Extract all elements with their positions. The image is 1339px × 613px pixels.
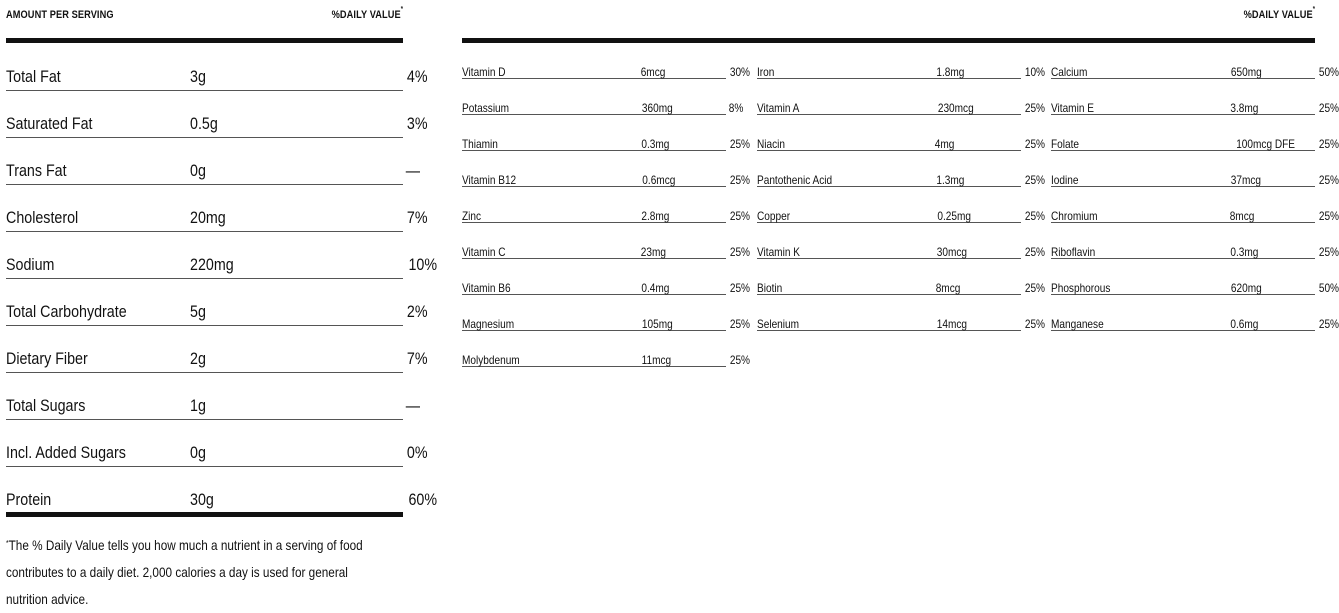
vitamin-row: Phosphorous 620mg 50% xyxy=(1051,259,1315,295)
vitamin-row: Thiamin 0.3mg 25% xyxy=(462,115,726,151)
daily-value-header: %DAILY VALUE* xyxy=(1243,6,1315,21)
vitamin-row: Vitamin B12 0.6mcg 25% xyxy=(462,151,726,187)
vitamin-row: Potassium 360mg 8% xyxy=(462,79,726,115)
vitamin-row: Niacin 4mg 25% xyxy=(757,115,1021,151)
vitamin-row: Vitamin E 3.8mg 25% xyxy=(1051,79,1315,115)
vitamin-row: Folate 100mcg DFE 25% xyxy=(1051,115,1315,151)
footnote-line: *The % Daily Value tells you how much a nutrient in a serving of food xyxy=(6,537,363,553)
vitamin-row: Magnesium 105mg 25% xyxy=(462,295,726,331)
footnote-line: nutrition advice. xyxy=(6,591,89,607)
footnote-line: contributes to a daily diet. 2,000 calories a day is used for general xyxy=(6,564,348,580)
vitamin-column xyxy=(757,43,1046,331)
nutrient-row: Total Fat 3g 4% xyxy=(6,43,403,91)
nutrient-row: Total Sugars 1g — xyxy=(6,372,403,420)
nutrient-row: Dietary Fiber 2g 7% xyxy=(6,325,403,373)
nutrient-row: Incl. Added Sugars 0g 0% xyxy=(6,419,403,467)
vitamin-column xyxy=(1051,43,1339,331)
vitamin-row: Iodine 37mcg 25% xyxy=(1051,151,1315,187)
nutrient-row: Protein 30g 60% xyxy=(6,490,438,509)
nutrient-row: Sodium 220mg 10% xyxy=(6,231,403,279)
vitamin-row: Biotin 8mcg 25% xyxy=(757,259,1021,295)
nutrient-row: Cholesterol 20mg 7% xyxy=(6,184,403,232)
vitamin-row: Molybdenum 11mcg 25% xyxy=(462,331,726,367)
vitamin-row: Zinc 2.8mg 25% xyxy=(462,187,726,223)
vitamin-row: Vitamin B6 0.4mg 25% xyxy=(462,259,726,295)
daily-value-header: %DAILY VALUE* xyxy=(331,6,403,21)
vitamin-row: Calcium 650mg 50% xyxy=(1051,43,1315,79)
bottom-divider xyxy=(6,512,403,517)
nutrient-row: Trans Fat 0g — xyxy=(6,137,403,185)
asterisk-mark: * xyxy=(1312,6,1315,13)
vitamin-row: Vitamin A 230mcg 25% xyxy=(757,79,1021,115)
asterisk-mark: * xyxy=(400,6,403,13)
vitamin-row: Riboflavin 0.3mg 25% xyxy=(1051,223,1315,259)
nutrient-row: Total Carbohydrate 5g 2% xyxy=(6,278,403,326)
nutrient-row: Saturated Fat 0.5g 3% xyxy=(6,90,403,138)
vitamin-row: Manganese 0.6mg 25% xyxy=(1051,295,1315,331)
vitamin-row: Vitamin D 6mcg 30% xyxy=(462,43,726,79)
daily-value-footnote xyxy=(6,532,403,613)
asterisk-mark: * xyxy=(6,539,9,548)
vitamin-row: Selenium 14mcg 25% xyxy=(757,295,1021,331)
vitamin-row: Copper 0.25mg 25% xyxy=(757,187,1021,223)
vitamin-row: Iron 1.8mg 10% xyxy=(757,43,1021,79)
vitamin-row: Pantothenic Acid 1.3mg 25% xyxy=(757,151,1021,187)
vitamin-row: Vitamin K 30mcg 25% xyxy=(757,223,1021,259)
amount-per-serving-header: AMOUNT PER SERVING xyxy=(6,9,114,21)
vitamin-column xyxy=(462,43,751,367)
vitamin-row: Vitamin C 23mg 25% xyxy=(462,223,726,259)
vitamin-row: Chromium 8mcg 25% xyxy=(1051,187,1315,223)
